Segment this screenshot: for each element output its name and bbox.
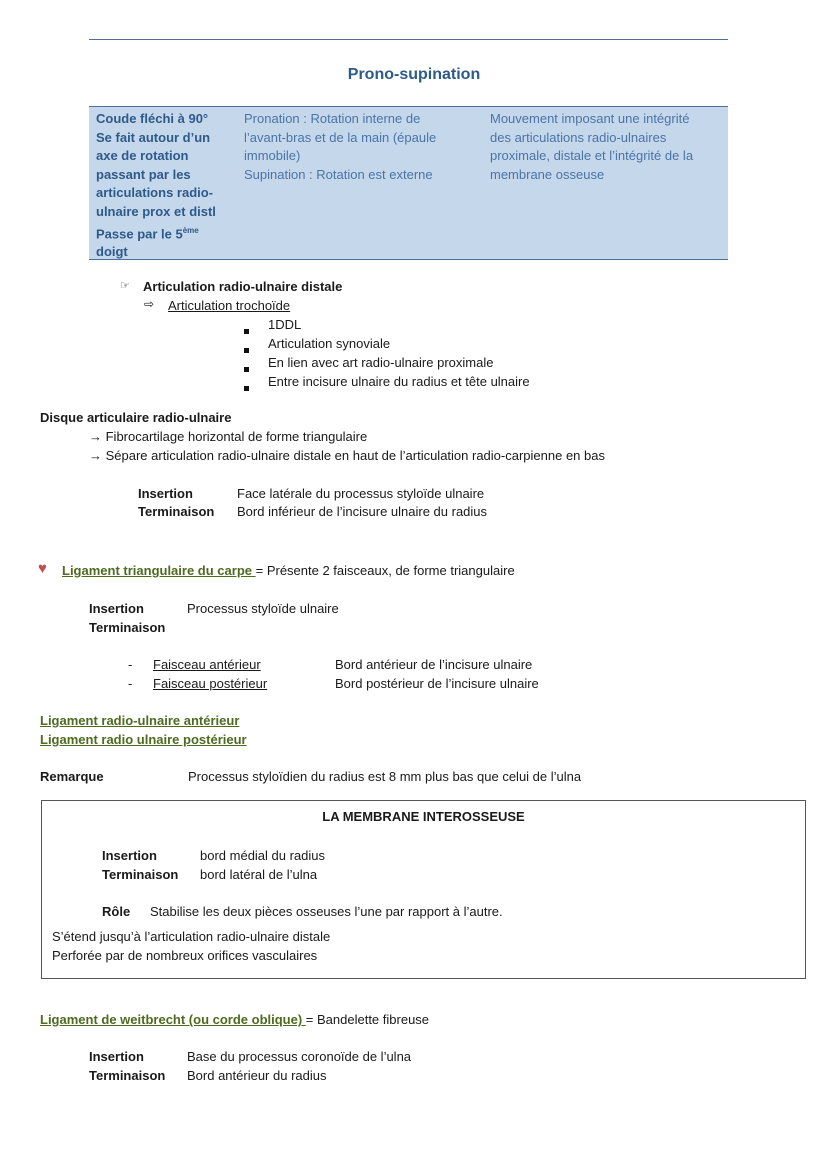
membrane-title: LA MEMBRANE INTEROSSEUSE <box>322 809 525 824</box>
summary-table <box>89 106 728 260</box>
insertion-value: Base du processus coronoïde de l’ulna <box>187 1049 412 1064</box>
table-col1-line: articulations radio- <box>96 185 214 201</box>
role-value: Stabilise les deux pièces osseuses l’une par rapport à l’autre. <box>150 904 503 919</box>
arrow-line: → Fibrocartilage horizontal de forme triangulaire <box>89 429 368 444</box>
ligament-triangulaire-heading: Ligament triangulaire du carpe <box>62 563 256 578</box>
table-col-2 <box>244 110 479 184</box>
bullet-square <box>244 379 249 394</box>
weitbrecht-line <box>40 1012 429 1027</box>
terminaison-value: Bord inférieur de l’incisure ulnaire du radius <box>237 504 488 519</box>
table-col-3 <box>490 110 725 184</box>
table-col1-line: axe de rotation <box>96 148 189 164</box>
table-col-1 <box>96 110 236 262</box>
arrow-line: → Sépare articulation radio-ulnaire distale en haut de l’articulation radio-carpienne en bas <box>89 448 605 463</box>
insertion-label: Insertion <box>138 486 193 501</box>
table-col2-line: Supination : Rotation est externe <box>244 166 433 182</box>
insertion-label: Insertion <box>89 1049 144 1064</box>
table-col1-tail: Passe par le 5 <box>96 225 183 241</box>
terminaison-label: Terminaison <box>102 867 179 882</box>
insertion-value: Processus styloïde ulnaire <box>187 601 339 616</box>
dash: - <box>128 676 133 691</box>
table-col2-line: immobile) <box>244 148 301 164</box>
arrow-icon: ⇨ <box>144 297 155 311</box>
section-heading-disque: Disque articulaire radio-ulnaire <box>40 410 232 425</box>
bullet-item: En lien avec art radio-ulnaire proximale <box>268 355 494 370</box>
table-col1-line: passant par les <box>96 166 191 182</box>
terminaison-label: Terminaison <box>89 1068 166 1083</box>
insertion-value: Face latérale du processus styloïde ulnaire <box>237 486 485 501</box>
remarque-label: Remarque <box>40 769 104 784</box>
faisceau-value: Bord antérieur de l’incisure ulnaire <box>335 657 533 672</box>
bullet-square <box>244 341 249 356</box>
faisceau-value: Bord postérieur de l’incisure ulnaire <box>335 676 539 691</box>
dash: - <box>128 657 133 672</box>
faisceau-name: Faisceau postérieur <box>153 676 268 691</box>
table-col3-line: membrane osseuse <box>490 166 605 182</box>
table-col3-line: Mouvement imposant une intégrité <box>490 111 690 126</box>
page-title: Prono-supination <box>347 66 481 83</box>
ligament-triangulaire-line <box>62 563 515 578</box>
table-col2-line: Pronation : Rotation interne de <box>244 111 421 126</box>
ligament-radio-ulnaire-anterieur: Ligament radio-ulnaire antérieur <box>40 713 240 728</box>
bullet-item: Entre incisure ulnaire du radius et tête ulnaire <box>268 374 530 389</box>
membrane-note: Perforée par de nombreux orifices vasculaires <box>52 948 318 963</box>
bullet-square <box>244 360 249 375</box>
bullet-item: Articulation synoviale <box>268 336 391 351</box>
pointing-hand-icon: ☞ <box>120 280 130 292</box>
top-rule <box>89 39 728 40</box>
ligament-triangulaire-rest: = Présente 2 faisceaux, de forme triangulaire <box>255 563 515 578</box>
table-col1-line: Se fait autour d’un <box>96 129 211 145</box>
terminaison-value: bord latéral de l’ulna <box>200 867 318 882</box>
remarque-text: Processus styloïdien du radius est 8 mm plus bas que celui de l’ulna <box>188 769 582 784</box>
insertion-label: Insertion <box>102 848 157 863</box>
table-col1-line: Coude fléchi à 90° <box>96 111 209 126</box>
table-col1-line: ulnaire prox et distl <box>96 203 216 219</box>
weitbrecht-heading: Ligament de weitbrecht (ou corde oblique) <box>40 1012 306 1027</box>
insertion-label: Insertion <box>89 601 144 616</box>
weitbrecht-rest: = Bandelette fibreuse <box>305 1012 430 1027</box>
table-col1-line <box>96 222 236 244</box>
terminaison-label: Terminaison <box>138 504 215 519</box>
table-col2-line: l’avant-bras et de la main (épaule <box>244 129 437 145</box>
ligament-radio-ulnaire-posterieur: Ligament radio ulnaire postérieur <box>40 732 247 747</box>
section-heading-rud: Articulation radio-ulnaire distale <box>143 279 343 294</box>
role-label: Rôle <box>102 904 131 919</box>
subheading-trochoide: Articulation trochoïde <box>168 298 291 313</box>
table-col1-line: doigt <box>96 244 128 260</box>
faisceau-name: Faisceau antérieur <box>153 657 261 672</box>
table-col1-sup: ème <box>182 225 199 235</box>
insertion-value: bord médial du radius <box>200 848 326 863</box>
bullet-square <box>244 322 249 337</box>
table-col3-line: proximale, distale et l’intégrité de la <box>490 148 694 164</box>
table-col3-line: des articulations radio-ulnaires <box>490 129 667 145</box>
heart-icon: ♥ <box>38 560 47 577</box>
terminaison-value: Bord antérieur du radius <box>187 1068 327 1083</box>
terminaison-label: Terminaison <box>89 620 166 635</box>
membrane-box <box>41 800 806 979</box>
bullet-item: 1DDL <box>268 317 302 332</box>
membrane-note: S’étend jusqu’à l’articulation radio-ulnaire distale <box>52 929 331 944</box>
